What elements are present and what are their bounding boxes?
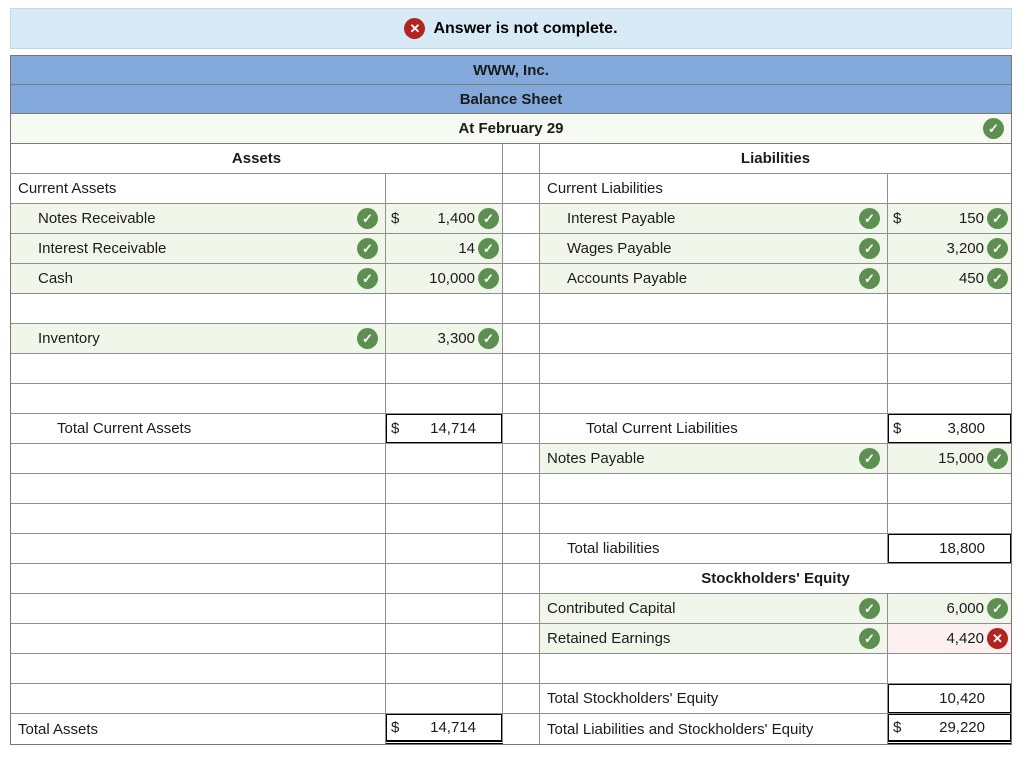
assets-header: Assets xyxy=(231,150,282,167)
check-icon: ✓ xyxy=(478,268,499,289)
total-current-liabilities-amount-cell xyxy=(888,414,1011,444)
check-icon: ✓ xyxy=(987,238,1008,259)
status-banner-text: Answer is not complete. xyxy=(433,19,618,37)
empty-account-cell[interactable] xyxy=(540,294,888,324)
table-row xyxy=(11,564,1011,594)
check-icon: ✓ xyxy=(357,328,378,349)
spacer-cell xyxy=(503,444,540,474)
spacer-cell xyxy=(503,474,540,504)
empty-amount-cell[interactable] xyxy=(386,504,503,534)
error-icon: ✕ xyxy=(404,18,425,39)
total-liabilities-amount-cell xyxy=(888,534,1011,564)
company-title-row xyxy=(11,56,1011,85)
status-banner xyxy=(10,8,1012,49)
interest-receivable-label-cell[interactable] xyxy=(11,234,386,264)
notes-receivable-amount: 1,400 xyxy=(437,210,475,227)
spacer-cell xyxy=(503,624,540,654)
empty-account-cell[interactable] xyxy=(11,474,386,504)
current-liabilities-label-cell xyxy=(540,174,888,204)
accounts-payable-amount: 450 xyxy=(958,270,984,287)
check-icon: ✓ xyxy=(987,598,1008,619)
check-icon: ✓ xyxy=(859,448,880,469)
empty-account-cell[interactable] xyxy=(11,564,386,594)
accounts-payable-label: Accounts Payable xyxy=(567,270,688,287)
total-liabilities-and-equity-amount: 29,220 xyxy=(939,719,985,736)
check-icon: ✓ xyxy=(859,268,880,289)
check-icon: ✓ xyxy=(357,268,378,289)
spacer-cell xyxy=(503,234,540,264)
empty-account-cell[interactable] xyxy=(11,684,386,714)
assets-header-cell xyxy=(11,144,503,174)
notes-receivable-amount-cell[interactable] xyxy=(386,204,503,234)
check-icon: ✓ xyxy=(983,118,1004,139)
check-icon: ✓ xyxy=(859,598,880,619)
accounts-payable-amount-cell[interactable] xyxy=(888,264,1011,294)
dollar-sign: $ xyxy=(391,210,400,227)
total-stockholders-equity-amount-cell xyxy=(888,684,1011,714)
interest-receivable-label: Interest Receivable xyxy=(38,240,167,257)
empty-amount-cell[interactable] xyxy=(386,474,503,504)
table-row xyxy=(11,324,1011,354)
inventory-amount-cell[interactable] xyxy=(386,324,503,354)
total-current-assets-amount-cell xyxy=(386,414,503,444)
total-current-liabilities-label: Total Current Liabilities xyxy=(586,420,738,437)
table-row xyxy=(11,384,1011,414)
empty-amount-cell[interactable] xyxy=(888,654,1011,684)
table-row xyxy=(11,264,1011,294)
empty-account-cell[interactable] xyxy=(11,534,386,564)
notes-payable-amount: 15,000 xyxy=(938,450,984,467)
stockholders-equity-header-cell xyxy=(540,564,1011,594)
report-title-row xyxy=(11,85,1011,114)
empty-amount-cell[interactable] xyxy=(888,474,1011,504)
total-liabilities-and-equity-label-cell xyxy=(540,714,888,744)
notes-payable-label-cell[interactable] xyxy=(540,444,888,474)
retained-earnings-label-cell[interactable] xyxy=(540,624,888,654)
empty-account-cell[interactable] xyxy=(11,354,386,384)
wages-payable-label-cell[interactable] xyxy=(540,234,888,264)
total-stockholders-equity-label-cell xyxy=(540,684,888,714)
dollar-sign: $ xyxy=(391,420,400,437)
check-icon: ✓ xyxy=(478,328,499,349)
retained-earnings-label: Retained Earnings xyxy=(547,630,671,647)
empty-account-cell[interactable] xyxy=(11,624,386,654)
empty-account-cell[interactable] xyxy=(11,294,386,324)
table-row xyxy=(11,414,1011,444)
empty-amount-cell[interactable] xyxy=(386,174,503,204)
current-assets-label: Current Assets xyxy=(18,180,117,197)
total-liabilities-label: Total liabilities xyxy=(567,540,660,557)
total-current-assets-amount: 14,714 xyxy=(430,420,476,437)
table-row xyxy=(11,444,1011,474)
check-icon: ✓ xyxy=(859,208,880,229)
total-stockholders-equity-amount: 10,420 xyxy=(939,690,985,707)
report-name: Balance Sheet xyxy=(459,90,563,108)
liabilities-header-cell xyxy=(540,144,1011,174)
accounts-payable-label-cell[interactable] xyxy=(540,264,888,294)
report-date-row[interactable] xyxy=(11,114,1011,144)
wages-payable-amount: 3,200 xyxy=(946,240,984,257)
empty-account-cell[interactable] xyxy=(11,504,386,534)
interest-receivable-amount-cell[interactable] xyxy=(386,234,503,264)
empty-amount-cell[interactable] xyxy=(386,564,503,594)
empty-amount-cell[interactable] xyxy=(888,174,1011,204)
table-row xyxy=(11,474,1011,504)
total-liabilities-amount: 18,800 xyxy=(939,540,985,557)
inventory-label: Inventory xyxy=(38,330,100,347)
spacer-cell xyxy=(503,294,540,324)
spacer-cell xyxy=(503,504,540,534)
error-icon: ✕ xyxy=(987,628,1008,649)
contributed-capital-amount: 6,000 xyxy=(946,600,984,617)
check-icon: ✓ xyxy=(987,208,1008,229)
empty-account-cell[interactable] xyxy=(540,324,888,354)
empty-amount-cell[interactable] xyxy=(888,354,1011,384)
empty-account-cell[interactable] xyxy=(11,654,386,684)
total-assets-amount: 14,714 xyxy=(430,719,476,736)
empty-amount-cell[interactable] xyxy=(386,384,503,414)
empty-account-cell[interactable] xyxy=(540,384,888,414)
table-row xyxy=(11,204,1011,234)
empty-amount-cell[interactable] xyxy=(386,354,503,384)
empty-amount-cell[interactable] xyxy=(386,684,503,714)
total-liabilities-and-equity-label: Total Liabilities and Stockholders' Equity xyxy=(547,720,814,738)
check-icon: ✓ xyxy=(478,238,499,259)
empty-amount-cell[interactable] xyxy=(386,654,503,684)
empty-amount-cell[interactable] xyxy=(888,504,1011,534)
interest-receivable-amount: 14 xyxy=(458,240,475,257)
empty-amount-cell[interactable] xyxy=(386,534,503,564)
table-row xyxy=(11,594,1011,624)
spacer-cell xyxy=(503,684,540,714)
empty-account-cell[interactable] xyxy=(11,384,386,414)
cash-amount-cell[interactable] xyxy=(386,264,503,294)
empty-amount-cell[interactable] xyxy=(386,294,503,324)
spacer-cell xyxy=(503,324,540,354)
inventory-amount: 3,300 xyxy=(437,330,475,347)
check-icon: ✓ xyxy=(478,208,499,229)
empty-account-cell[interactable] xyxy=(11,594,386,624)
inventory-label-cell[interactable] xyxy=(11,324,386,354)
retained-earnings-amount: 4,420 xyxy=(946,630,984,647)
total-stockholders-equity-label: Total Stockholders' Equity xyxy=(547,690,719,707)
retained-earnings-amount-cell[interactable] xyxy=(888,624,1011,654)
spacer-cell xyxy=(503,714,540,744)
contributed-capital-label: Contributed Capital xyxy=(547,600,676,617)
spacer-cell xyxy=(503,144,540,174)
table-row xyxy=(11,144,1011,174)
spacer-cell xyxy=(503,564,540,594)
total-assets-label-cell xyxy=(11,714,386,744)
liabilities-header: Liabilities xyxy=(740,150,811,167)
total-current-assets-label-cell xyxy=(11,414,386,444)
current-liabilities-label: Current Liabilities xyxy=(547,180,663,197)
current-assets-label-cell xyxy=(11,174,386,204)
spacer-cell xyxy=(503,264,540,294)
check-icon: ✓ xyxy=(987,268,1008,289)
check-icon: ✓ xyxy=(357,238,378,259)
report-date: At February 29 xyxy=(458,120,564,137)
total-current-liabilities-amount: 3,800 xyxy=(947,420,985,437)
interest-payable-label: Interest Payable xyxy=(567,210,676,227)
empty-amount-cell[interactable] xyxy=(386,444,503,474)
interest-payable-amount-cell[interactable] xyxy=(888,204,1011,234)
dollar-sign: $ xyxy=(893,719,902,736)
cash-amount: 10,000 xyxy=(429,270,475,287)
dollar-sign: $ xyxy=(893,420,902,437)
table-row xyxy=(11,534,1011,564)
notes-receivable-label-cell[interactable] xyxy=(11,204,386,234)
table-row xyxy=(11,714,1011,744)
table-row xyxy=(11,234,1011,264)
balance-sheet-table xyxy=(10,55,1012,745)
contributed-capital-label-cell[interactable] xyxy=(540,594,888,624)
total-current-assets-label: Total Current Assets xyxy=(57,420,192,437)
dollar-sign: $ xyxy=(391,719,400,736)
contributed-capital-amount-cell[interactable] xyxy=(888,594,1011,624)
company-name: WWW, Inc. xyxy=(473,61,549,79)
table-row xyxy=(11,684,1011,714)
table-row xyxy=(11,624,1011,654)
empty-amount-cell[interactable] xyxy=(386,624,503,654)
interest-payable-label-cell[interactable] xyxy=(540,204,888,234)
empty-account-cell[interactable] xyxy=(540,504,888,534)
empty-account-cell[interactable] xyxy=(540,354,888,384)
total-current-liabilities-label-cell xyxy=(540,414,888,444)
total-assets-label: Total Assets xyxy=(18,720,99,738)
empty-amount-cell[interactable] xyxy=(888,384,1011,414)
check-icon: ✓ xyxy=(859,238,880,259)
empty-account-cell[interactable] xyxy=(11,444,386,474)
empty-amount-cell[interactable] xyxy=(386,594,503,624)
spacer-cell xyxy=(503,534,540,564)
spacer-cell xyxy=(503,354,540,384)
spacer-cell xyxy=(503,174,540,204)
spacer-cell xyxy=(503,204,540,234)
empty-amount-cell[interactable] xyxy=(888,324,1011,354)
check-icon: ✓ xyxy=(357,208,378,229)
notes-payable-amount-cell[interactable] xyxy=(888,444,1011,474)
dollar-sign: $ xyxy=(893,210,902,227)
empty-account-cell[interactable] xyxy=(540,654,888,684)
table-row xyxy=(11,654,1011,684)
cash-label-cell[interactable] xyxy=(11,264,386,294)
table-row xyxy=(11,504,1011,534)
notes-payable-label: Notes Payable xyxy=(547,450,645,467)
table-row xyxy=(11,174,1011,204)
notes-receivable-label: Notes Receivable xyxy=(38,210,156,227)
check-icon: ✓ xyxy=(987,448,1008,469)
spacer-cell xyxy=(503,414,540,444)
table-row xyxy=(11,294,1011,324)
empty-account-cell[interactable] xyxy=(540,474,888,504)
total-liabilities-label-cell xyxy=(540,534,888,564)
interest-payable-amount: 150 xyxy=(958,210,984,227)
cash-label: Cash xyxy=(38,270,74,287)
total-assets-amount-cell xyxy=(386,714,503,744)
table-row xyxy=(11,354,1011,384)
spacer-cell xyxy=(503,384,540,414)
spacer-cell xyxy=(503,594,540,624)
spacer-cell xyxy=(503,654,540,684)
empty-amount-cell[interactable] xyxy=(888,294,1011,324)
wages-payable-label: Wages Payable xyxy=(567,240,672,257)
check-icon: ✓ xyxy=(859,628,880,649)
stockholders-equity-header: Stockholders' Equity xyxy=(701,570,850,587)
total-liabilities-and-equity-amount-cell xyxy=(888,714,1011,744)
wages-payable-amount-cell[interactable] xyxy=(888,234,1011,264)
